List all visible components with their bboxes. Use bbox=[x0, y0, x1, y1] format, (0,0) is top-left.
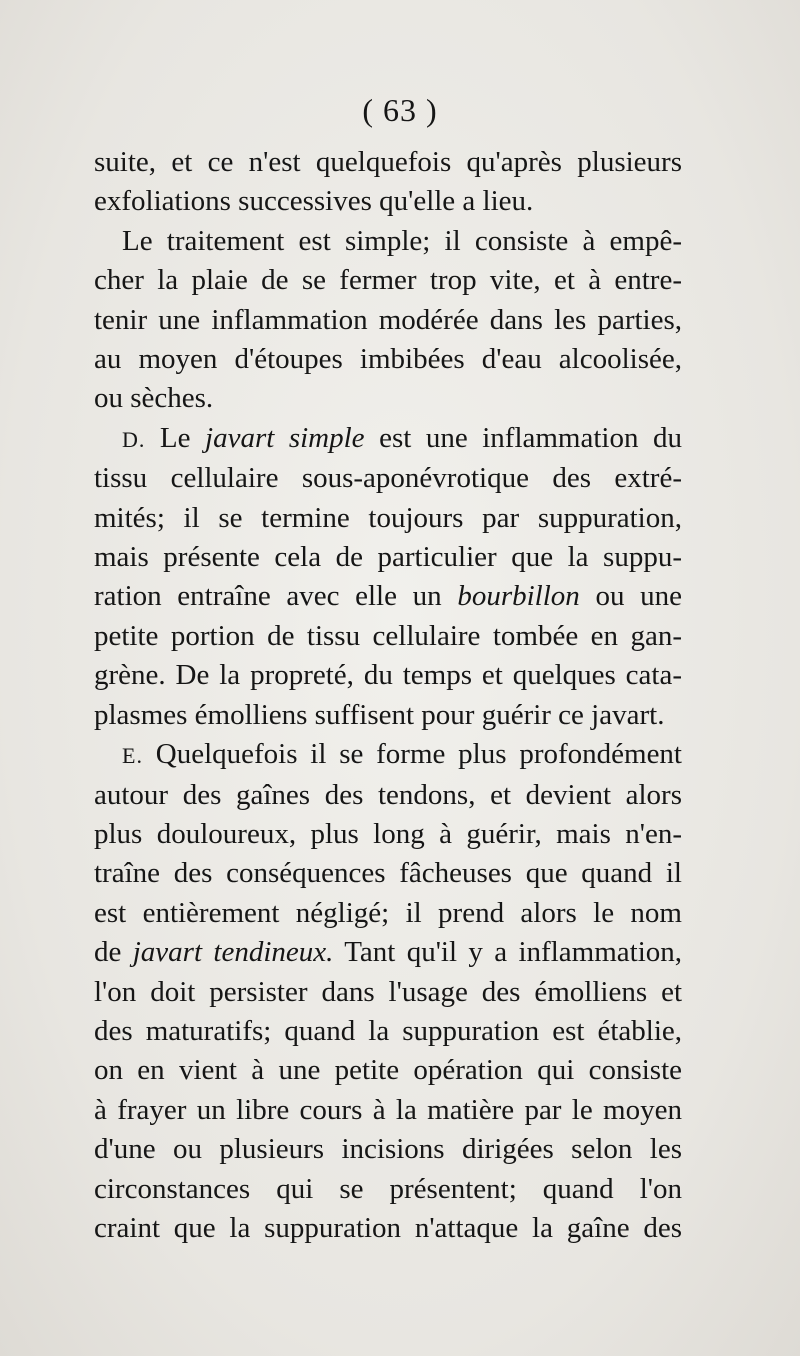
text-line: l'on doit persister dans l'usage des émolliens et bbox=[94, 975, 682, 1008]
text-line: suite, et ce n'est quelquefois qu'après plusieurs bbox=[94, 146, 682, 178]
text-line: d'une ou plusieurs incisions dirigées selon les bbox=[94, 1133, 682, 1166]
text-span: Quelquefois il se forme plus profondément bbox=[155, 738, 682, 771]
italic-term: bourbillon bbox=[457, 580, 580, 613]
paragraph-marker-d: D. bbox=[122, 426, 146, 452]
paragraph-marker-e: E. bbox=[122, 743, 143, 769]
text-line: mais présente cela de particulier que la suppu- bbox=[94, 541, 682, 574]
text-line: Le traitement est simple; il consiste à empê- bbox=[122, 224, 682, 257]
text-span: Le bbox=[159, 421, 191, 454]
text-span: Tant qu'il y a inflammation, bbox=[344, 936, 682, 969]
page-number: ( 63 ) bbox=[362, 92, 438, 128]
text-line: tissu cellulaire sous-aponévrotique des extré- bbox=[94, 462, 682, 495]
text-span: de bbox=[94, 936, 122, 969]
text-line: circonstances qui se présentent; quand l'on bbox=[94, 1172, 682, 1205]
text-line: traîne des conséquences fâcheuses que quand il bbox=[94, 857, 682, 890]
text-line: à frayer un libre cours à la matière par le moyen bbox=[94, 1093, 682, 1126]
text-line: tenir une inflammation modérée dans les parties, bbox=[94, 303, 682, 336]
text-line: on en vient à une petite opération qui consiste bbox=[94, 1054, 682, 1087]
italic-term: javart tendineux. bbox=[132, 936, 334, 969]
italic-term: javart simple bbox=[205, 421, 365, 454]
paragraph-e-line bbox=[94, 735, 682, 775]
text-line: mités; il se termine toujours par suppuration, bbox=[94, 501, 682, 534]
text-line: grène. De la propreté, du temps et quelques cata- bbox=[94, 659, 682, 692]
text-line: autour des gaînes des tendons, et devient alors bbox=[94, 778, 682, 811]
paragraph-e-line bbox=[94, 933, 682, 972]
text-span: est une inflammation du bbox=[379, 421, 682, 454]
text-line: petite portion de tissu cellulaire tombée en gan- bbox=[94, 619, 682, 652]
text-span: ou une bbox=[595, 580, 683, 613]
paragraph-d-line bbox=[94, 419, 682, 459]
text-span: ration entraîne avec elle un bbox=[94, 580, 442, 613]
text-line: exfoliations successives qu'elle a lieu. bbox=[94, 185, 534, 218]
text-line: des maturatifs; quand la suppuration est établie, bbox=[94, 1014, 682, 1047]
text-line: plus douloureux, plus long à guérir, mais n'en- bbox=[94, 817, 682, 850]
text-line: plasmes émolliens suffisent pour guérir ce javart. bbox=[94, 698, 665, 731]
page-text bbox=[94, 143, 682, 1248]
paragraph-d-line bbox=[94, 577, 682, 616]
text-line: craint que la suppuration n'attaque la gaîne des bbox=[94, 1211, 682, 1244]
text-line: cher la plaie de se fermer trop vite, et à entre- bbox=[94, 264, 682, 297]
text-line: ou sèches. bbox=[94, 382, 214, 415]
text-line: au moyen d'étoupes imbibées d'eau alcoolisée, bbox=[94, 343, 682, 376]
text-line: est entièrement négligé; il prend alors le nom bbox=[94, 896, 682, 929]
